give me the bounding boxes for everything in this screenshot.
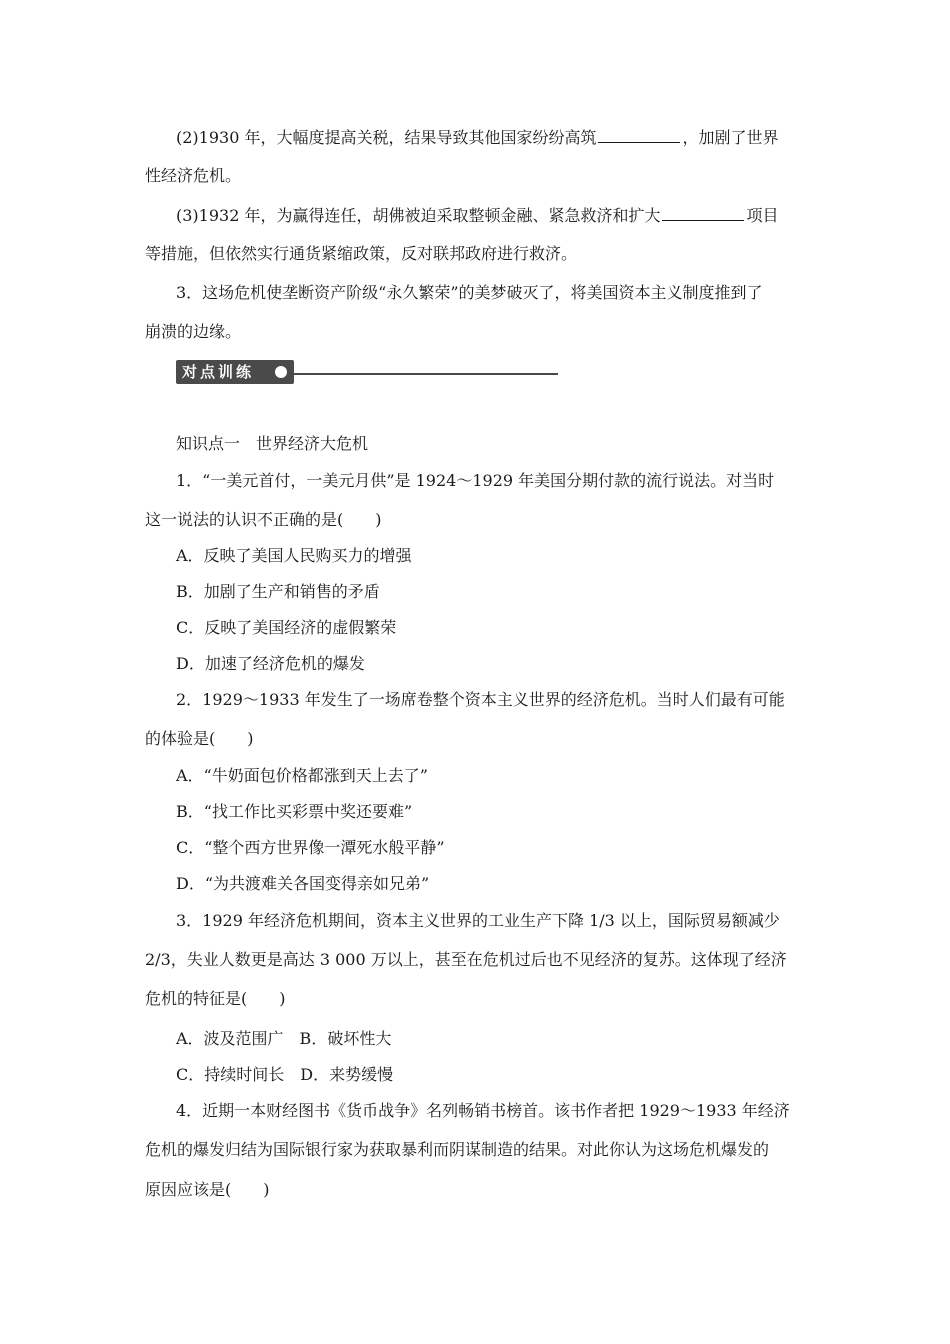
q2-stem-line-2: 的体验是( ) bbox=[145, 729, 254, 748]
q3-stem-line-1: 3．1929 年经济危机期间，资本主义世界的工业生产下降 1/3 以上，国际贸易额减少 bbox=[176, 911, 780, 930]
intro-q3-text-b: 项目 bbox=[746, 206, 779, 225]
q3-stem-line-2: 2/3，失业人数更是高达 3 000 万以上，甚至在危机过后也不见经济的复苏。这体现了经济 bbox=[145, 950, 787, 969]
q3-stem-line-3: 危机的特征是( ) bbox=[145, 989, 286, 1008]
q1-option-d: D．加速了经济危机的爆发 bbox=[176, 654, 365, 673]
intro-q3-line-1 bbox=[176, 205, 838, 226]
q2-option-c: C．“整个西方世界像一潭死水般平静” bbox=[176, 838, 445, 857]
q2-stem-line-1: 2．1929～1933 年发生了一场席卷整个资本主义世界的经济危机。当时人们最有可能 bbox=[176, 690, 785, 709]
answer-blank bbox=[662, 205, 744, 221]
intro-q2-text-a: (2)1930 年，大幅度提高关税，结果导致其他国家纷纷高筑 bbox=[176, 128, 597, 147]
q2-option-d: D．“为共渡难关各国变得亲如兄弟” bbox=[176, 874, 430, 893]
answer-blank bbox=[598, 127, 680, 143]
q2-option-a: A．“牛奶面包价格都涨到天上去了” bbox=[176, 766, 428, 785]
q3-options-row-2: C．持续时间长 D．来势缓慢 bbox=[176, 1065, 394, 1084]
bullet-dot-icon bbox=[275, 366, 287, 378]
q4-stem-line-3: 原因应该是( ) bbox=[145, 1180, 270, 1199]
intro-q2-text-b: ，加剧了世界 bbox=[682, 128, 779, 147]
q1-stem-line-2: 这一说法的认识不正确的是( ) bbox=[145, 510, 382, 529]
q1-stem-line-1: 1．“一美元首付，一美元月供”是 1924～1929 年美国分期付款的流行说法。对当时 bbox=[176, 471, 775, 490]
intro-q3-text-a: (3)1932 年，为赢得连任，胡佛被迫采取整顿金融、紧急救济和扩大 bbox=[176, 206, 661, 225]
q3-options-row-1: A．波及范围广 B．破坏性大 bbox=[176, 1029, 392, 1048]
q4-stem-line-2: 危机的爆发归结为国际银行家为获取暴利而阴谋制造的结果。对此你认为这场危机爆发的 bbox=[145, 1140, 770, 1159]
knowledge-point-heading: 知识点一 世界经济大危机 bbox=[176, 434, 369, 453]
q4-stem-line-1: 4．近期一本财经图书《货币战争》名列畅销书榜首。该书作者把 1929～1933 年经济 bbox=[176, 1101, 790, 1120]
intro-q2-line-1 bbox=[176, 127, 838, 148]
q1-option-c: C．反映了美国经济的虚假繁荣 bbox=[176, 618, 397, 637]
intro-p3-line-2: 崩溃的边缘。 bbox=[145, 322, 242, 341]
intro-q3-line-2: 等措施，但依然实行通货紧缩政策，反对联邦政府进行救济。 bbox=[145, 244, 578, 263]
banner-divider bbox=[294, 373, 558, 375]
section-banner bbox=[176, 360, 558, 384]
intro-p3-line-1: 3．这场危机使垄断资产阶级“永久繁荣”的美梦破灭了，将美国资本主义制度推到了 bbox=[176, 283, 763, 302]
q2-option-b: B．“找工作比买彩票中奖还要难” bbox=[176, 802, 413, 821]
q1-option-a: A．反映了美国人民购买力的增强 bbox=[176, 546, 412, 565]
banner-box bbox=[176, 360, 294, 384]
q1-option-b: B．加剧了生产和销售的矛盾 bbox=[176, 582, 380, 601]
intro-q2-line-2: 性经济危机。 bbox=[145, 166, 242, 185]
banner-label: 对点训练 bbox=[182, 363, 255, 381]
